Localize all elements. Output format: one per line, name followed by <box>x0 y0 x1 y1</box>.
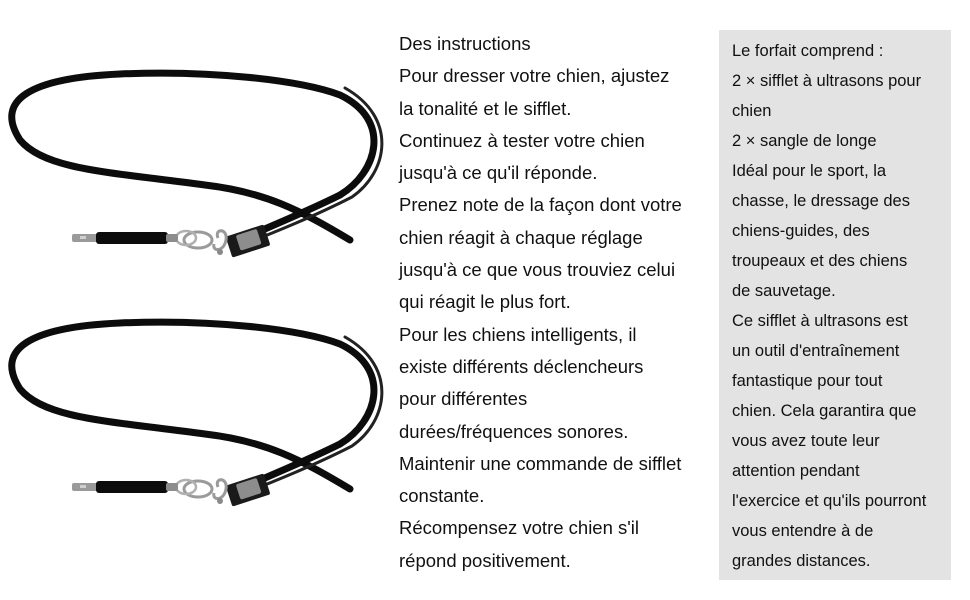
package-line: vous entendre à de <box>732 522 874 540</box>
instructions-line: constante. <box>399 485 485 507</box>
package-heading: Le forfait comprend : <box>732 42 884 60</box>
package-line: l'exercice et qu'ils pourront <box>732 492 927 510</box>
instructions-line: Récompensez votre chien s'il <box>399 517 640 539</box>
instructions-line: jusqu'à ce que vous trouviez celui <box>399 259 676 281</box>
whistle-lanyard-icon <box>0 268 390 538</box>
package-line: Idéal pour le sport, la <box>732 162 887 180</box>
instructions-line: qui réagit le plus fort. <box>399 291 571 313</box>
package-contents-box <box>719 30 951 580</box>
lanyard-strap <box>12 73 382 246</box>
instructions-text <box>399 28 717 577</box>
instructions-line: durées/fréquences sonores. <box>399 420 629 442</box>
instructions-line: jusqu'à ce qu'il réponde. <box>399 162 598 184</box>
whistle-lanyard-icon <box>0 0 390 270</box>
package-line: de sauvetage. <box>732 282 836 300</box>
package-line: chiens-guides, des <box>732 222 870 240</box>
package-line: troupeaux et des chiens <box>732 252 908 270</box>
instructions-line: répond positivement. <box>399 549 571 571</box>
instructions-line: Maintenir une commande de sifflet <box>399 452 682 474</box>
package-line: attention pendant <box>732 462 860 480</box>
lanyard-clip <box>176 473 270 506</box>
lanyard-strap <box>12 322 382 495</box>
instructions-line: Prenez note de la façon dont votre <box>399 194 682 216</box>
whistle <box>72 481 178 493</box>
instructions-line: chien réagit à chaque réglage <box>399 226 643 248</box>
package-line: chien <box>732 102 772 120</box>
package-line: Ce sifflet à ultrasons est <box>732 312 908 330</box>
instructions-heading: Des instructions <box>399 33 531 54</box>
instructions-line: Pour dresser votre chien, ajustez <box>399 65 670 87</box>
instructions-line: la tonalité et le sifflet. <box>399 97 572 119</box>
package-line: 2 × sangle de longe <box>732 132 877 150</box>
package-line: un outil d'entraînement <box>732 342 900 360</box>
package-line: 2 × sifflet à ultrasons pour <box>732 72 922 90</box>
lanyard-clip <box>176 224 270 257</box>
package-line: fantastique pour tout <box>732 372 883 390</box>
whistle <box>72 232 178 244</box>
instructions-line: Pour les chiens intelligents, il <box>399 323 637 345</box>
instructions-line: Continuez à tester votre chien <box>399 129 645 151</box>
instructions-line: existe différents déclencheurs <box>399 355 644 377</box>
package-line: chien. Cela garantira que <box>732 402 917 420</box>
package-line: chasse, le dressage des <box>732 192 910 210</box>
package-line: vous avez toute leur <box>732 432 880 450</box>
instructions-line: pour différentes <box>399 388 528 410</box>
package-line: grandes distances. <box>732 552 871 570</box>
